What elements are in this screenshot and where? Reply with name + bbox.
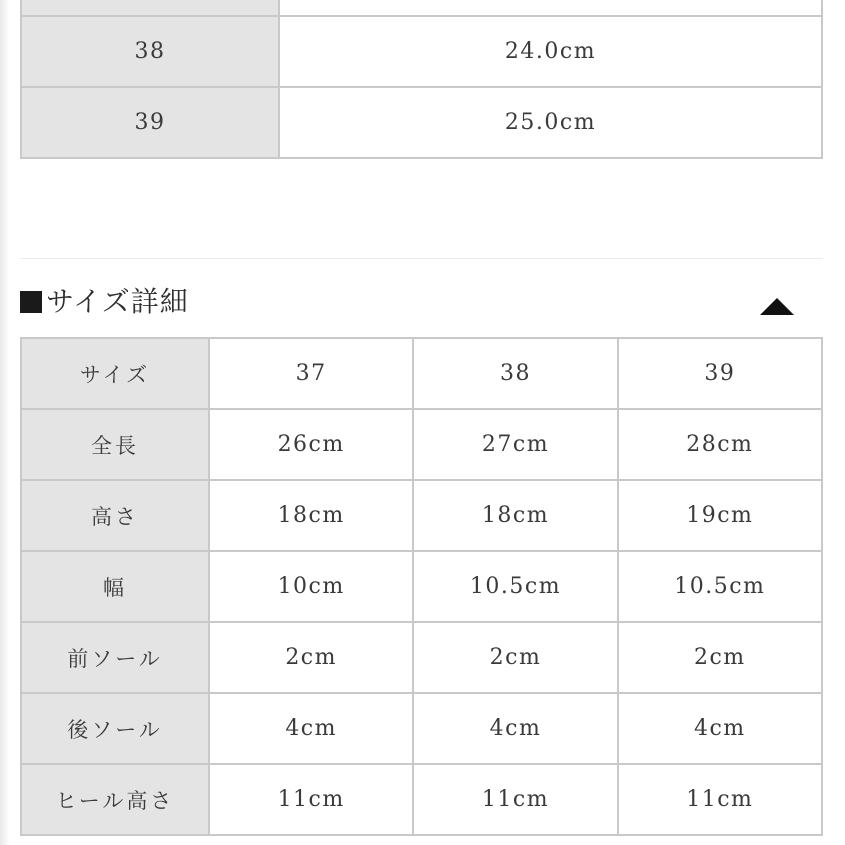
page-edge-shade (0, 0, 10, 845)
size-cell: 39 (21, 87, 279, 158)
size-detail-header (20, 280, 823, 324)
row-label-cell: ヒール高さ (21, 764, 209, 835)
value-cell: 4cm (209, 693, 413, 764)
value-cell: 11cm (209, 764, 413, 835)
size-cell: 38 (21, 16, 279, 87)
value-cell: 19cm (618, 480, 822, 551)
table-header-row (21, 338, 822, 409)
size-detail-table (20, 337, 823, 836)
section-divider (20, 258, 823, 259)
value-cell: 10cm (209, 551, 413, 622)
size-header-cell: 39 (618, 338, 822, 409)
value-cell: 27cm (413, 409, 617, 480)
value-cell: 4cm (413, 693, 617, 764)
row-label-cell: 幅 (21, 551, 209, 622)
size-header-cell: 37 (209, 338, 413, 409)
value-cell: 18cm (413, 480, 617, 551)
value-cell: 4cm (618, 693, 822, 764)
length-cell: 25.0cm (279, 87, 822, 158)
table-row (21, 0, 822, 16)
value-cell: 28cm (618, 409, 822, 480)
row-label-cell: 後ソール (21, 693, 209, 764)
length-cell (279, 0, 822, 16)
section-title-text: サイズ詳細 (46, 285, 189, 318)
triangle-up-icon (760, 298, 794, 315)
table-row (21, 764, 822, 835)
value-cell: 11cm (413, 764, 617, 835)
table-row (21, 622, 822, 693)
table-row (21, 409, 822, 480)
value-cell: 2cm (209, 622, 413, 693)
size-header-cell: 38 (413, 338, 617, 409)
row-label-cell: 高さ (21, 480, 209, 551)
section-title (20, 280, 189, 324)
table-row (21, 551, 822, 622)
table-row (21, 480, 822, 551)
value-cell: 26cm (209, 409, 413, 480)
value-cell: 10.5cm (413, 551, 617, 622)
value-cell: 10.5cm (618, 551, 822, 622)
size-conversion-table (20, 0, 823, 159)
row-label-cell: 全長 (21, 409, 209, 480)
value-cell: 18cm (209, 480, 413, 551)
value-cell: 2cm (618, 622, 822, 693)
header-label-cell: サイズ (21, 338, 209, 409)
table-row (21, 16, 822, 87)
size-cell (21, 0, 279, 16)
value-cell: 11cm (618, 764, 822, 835)
row-label-cell: 前ソール (21, 622, 209, 693)
table-row (21, 87, 822, 158)
collapse-toggle-button[interactable] (757, 292, 797, 320)
value-cell: 2cm (413, 622, 617, 693)
length-cell: 24.0cm (279, 16, 822, 87)
square-bullet-icon (20, 291, 42, 313)
table-row (21, 693, 822, 764)
